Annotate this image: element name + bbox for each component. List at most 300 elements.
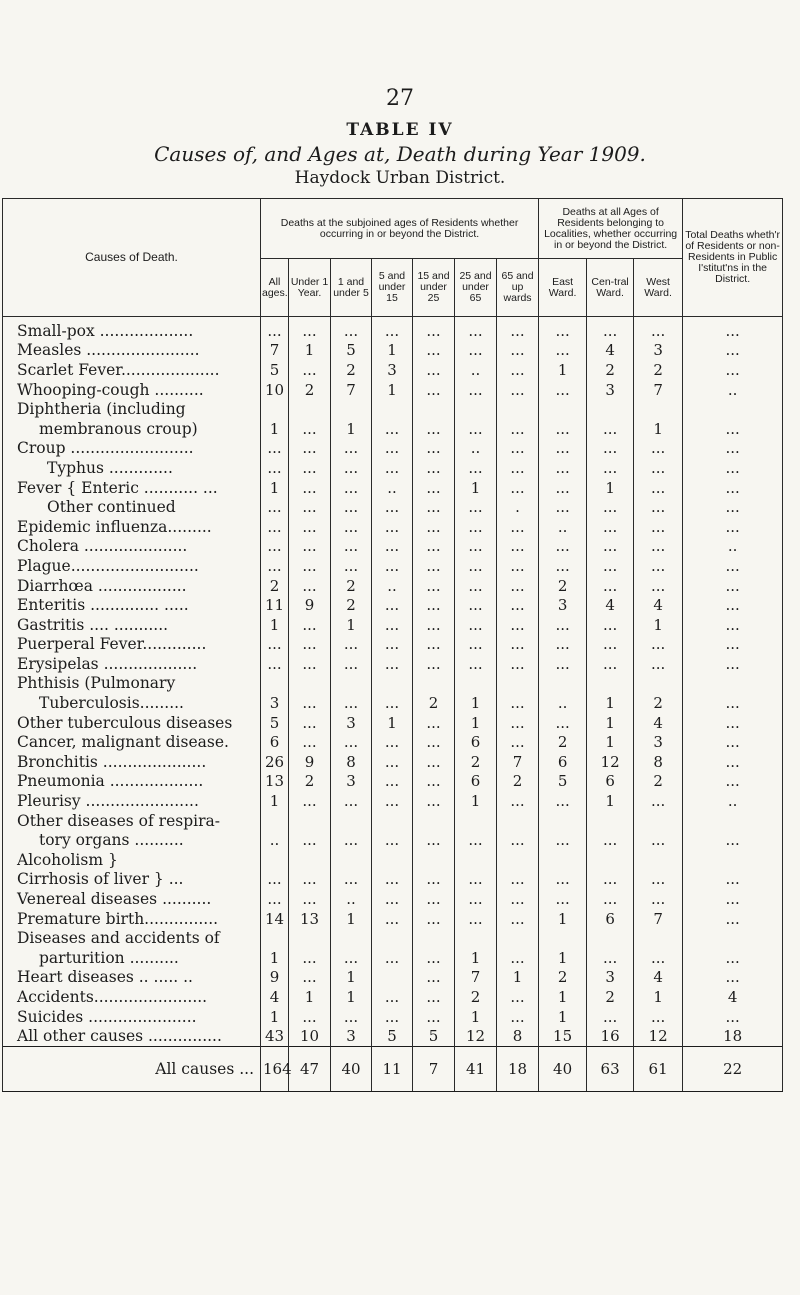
value-cell [683,674,783,694]
value-cell [331,928,372,948]
value-cell: 4 [634,595,683,615]
value-cell: ... [289,615,331,635]
value-cell: ... [413,654,455,674]
value-cell: ... [413,478,455,498]
value-cell: ... [413,458,455,478]
value-cell: ... [261,317,289,341]
value-cell: ... [497,458,539,478]
value-cell: ... [289,889,331,909]
value-cell: ... [497,732,539,752]
value-cell [413,928,455,948]
value-cell: ... [372,987,413,1007]
value-cell: 6 [455,732,497,752]
value-cell: ... [455,654,497,674]
value-cell: ... [497,870,539,890]
value-cell: 3 [331,713,372,733]
value-cell: 2 [331,576,372,596]
value-cell: .. [455,439,497,459]
value-cell: ... [683,948,783,968]
value-cell: ... [261,654,289,674]
value-cell: ... [683,497,783,517]
value-cell: ... [539,889,587,909]
value-cell: 18 [683,1026,783,1046]
value-cell: ... [413,595,455,615]
value-cell: ... [289,1007,331,1027]
value-cell [331,811,372,831]
cause-label: Measles ....................... [3,341,261,361]
value-cell [497,928,539,948]
value-cell: 1 [455,948,497,968]
value-cell: ... [634,1007,683,1027]
value-cell: .. [372,478,413,498]
value-cell: 1 [289,987,331,1007]
value-cell: ... [413,380,455,400]
value-cell: 5 [413,1026,455,1046]
value-cell [372,674,413,694]
value-cell: ... [372,889,413,909]
value-cell: 11 [372,1046,413,1091]
value-cell: 3 [587,968,634,988]
value-cell [289,928,331,948]
value-cell: 8 [497,1026,539,1046]
table-row [3,948,783,968]
value-cell: 12 [455,1026,497,1046]
value-cell: ... [289,870,331,890]
value-cell [497,850,539,870]
value-cell: ... [455,595,497,615]
value-cell: 1 [634,615,683,635]
value-cell: 10 [261,380,289,400]
value-cell: ... [683,439,783,459]
value-cell: 47 [289,1046,331,1091]
value-cell: ... [289,713,331,733]
value-cell: 1 [261,615,289,635]
value-cell: ... [413,517,455,537]
value-cell: .. [455,360,497,380]
value-cell: . [497,497,539,517]
table-row [3,595,783,615]
table-row [3,615,783,635]
value-cell: 12 [587,752,634,772]
value-cell [683,399,783,419]
value-cell [289,399,331,419]
value-cell: ... [372,909,413,929]
value-cell: 5 [261,360,289,380]
value-cell: 3 [331,1026,372,1046]
value-cell: ... [455,317,497,341]
value-cell: ... [261,870,289,890]
value-cell: 1 [455,478,497,498]
cause-label: Other tuberculous diseases [3,713,261,733]
value-cell: ... [497,380,539,400]
value-cell [261,674,289,694]
value-cell: 5 [261,713,289,733]
value-cell: 4 [587,595,634,615]
value-cell: 2 [261,576,289,596]
cause-label: membranous croup) [3,419,261,439]
value-cell [539,928,587,948]
table-row [3,654,783,674]
value-cell: 9 [289,595,331,615]
value-cell: ... [497,537,539,557]
value-cell [289,811,331,831]
value-cell: ... [683,1007,783,1027]
value-cell: 7 [497,752,539,772]
value-cell: 5 [539,772,587,792]
value-cell: ... [683,576,783,596]
value-cell [331,399,372,419]
value-cell: ... [497,713,539,733]
value-cell: ... [497,1007,539,1027]
value-cell: ... [455,380,497,400]
header-col-4: 15 and under 25 [413,259,455,317]
value-cell [372,850,413,870]
header-col-9: West Ward. [634,259,683,317]
value-cell: ... [455,870,497,890]
value-cell: ... [413,870,455,890]
value-cell: ... [331,654,372,674]
value-cell: ... [413,752,455,772]
value-cell: ... [455,830,497,850]
table-row [3,380,783,400]
cause-label: Accidents....................... [3,987,261,1007]
value-cell: ... [497,439,539,459]
value-cell: ... [261,556,289,576]
cause-label: Pneumonia ................... [3,772,261,792]
value-cell [587,674,634,694]
table-row [3,693,783,713]
value-cell: ... [497,654,539,674]
value-cell: ... [413,830,455,850]
value-cell: ... [634,478,683,498]
total-row [3,1046,783,1091]
value-cell: 2 [413,693,455,713]
value-cell [455,811,497,831]
value-cell: 3 [372,360,413,380]
cause-label: Cancer, malignant disease. [3,732,261,752]
value-cell: ... [497,635,539,655]
value-cell: ... [413,615,455,635]
value-cell: ... [539,635,587,655]
header-deaths-by-age: Deaths at the subjoined ages of Residents whether occurring in or beyond the District. [261,199,539,259]
value-cell: ... [497,360,539,380]
value-cell: ... [634,948,683,968]
value-cell [261,811,289,831]
table-row [3,1026,783,1046]
value-cell: 3 [634,341,683,361]
table-row [3,772,783,792]
value-cell: ... [413,635,455,655]
value-cell: 1 [261,791,289,811]
value-cell: ... [539,380,587,400]
value-cell: .. [539,517,587,537]
value-cell: ... [261,439,289,459]
value-cell: ... [289,948,331,968]
value-cell: ... [455,556,497,576]
cause-label: Pleurisy ....................... [3,791,261,811]
value-cell: 3 [261,693,289,713]
value-cell: ... [372,635,413,655]
value-cell: 41 [455,1046,497,1091]
value-cell [289,850,331,870]
value-cell: 2 [289,380,331,400]
value-cell: ... [634,317,683,341]
value-cell: 6 [539,752,587,772]
value-cell: 26 [261,752,289,772]
value-cell: ... [587,517,634,537]
value-cell: ... [497,987,539,1007]
value-cell: ... [587,458,634,478]
value-cell: ... [683,870,783,890]
value-cell: ... [455,419,497,439]
value-cell: ... [289,317,331,341]
value-cell: ... [634,889,683,909]
value-cell [372,811,413,831]
value-cell: .. [261,830,289,850]
value-cell: ... [413,360,455,380]
value-cell: ... [331,478,372,498]
value-cell: ... [372,517,413,537]
value-cell: ... [413,713,455,733]
value-cell: 1 [539,1007,587,1027]
value-cell: 6 [261,732,289,752]
value-cell: ... [413,791,455,811]
value-cell: ... [587,870,634,890]
value-cell: 7 [261,341,289,361]
cause-label: Cholera ..................... [3,537,261,557]
value-cell: ... [683,517,783,537]
value-cell: 1 [261,478,289,498]
value-cell [331,674,372,694]
value-cell: ... [289,439,331,459]
value-cell [683,811,783,831]
value-cell: 8 [331,752,372,772]
value-cell: ... [455,635,497,655]
value-cell: ... [289,458,331,478]
value-cell [539,850,587,870]
value-cell: ... [587,576,634,596]
value-cell: 1 [455,713,497,733]
value-cell: 63 [587,1046,634,1091]
table-row [3,317,783,341]
table-row [3,517,783,537]
value-cell: ... [587,830,634,850]
value-cell: 1 [331,615,372,635]
value-cell [372,928,413,948]
value-cell: ... [539,870,587,890]
value-cell [455,850,497,870]
value-cell: 7 [455,968,497,988]
value-cell: ... [683,772,783,792]
value-cell: 2 [455,752,497,772]
cause-label: All causes ... [3,1046,261,1091]
value-cell: 1 [455,1007,497,1027]
value-cell: ... [497,595,539,615]
table-row [3,497,783,517]
value-cell [413,811,455,831]
value-cell: ... [413,732,455,752]
value-cell: 13 [289,909,331,929]
table-row [3,674,783,694]
value-cell: 1 [289,341,331,361]
value-cell: ... [683,635,783,655]
value-cell: ... [587,1007,634,1027]
cause-label: Cirrhosis of liver } ... [3,870,261,890]
header-causes: Causes of Death. [3,199,261,317]
district-name: Haydock Urban District. [294,168,506,188]
value-cell: ... [372,419,413,439]
value-cell: ... [634,635,683,655]
value-cell: ... [372,595,413,615]
value-cell: ... [539,537,587,557]
table-row [3,830,783,850]
value-cell: .. [539,693,587,713]
value-cell: ... [497,419,539,439]
value-cell: ... [331,439,372,459]
cause-label: Plague.......................... [3,556,261,576]
value-cell: ... [413,772,455,792]
value-cell: ... [497,948,539,968]
value-cell: ... [413,341,455,361]
value-cell: ... [683,654,783,674]
value-cell: ... [331,870,372,890]
value-cell: 43 [261,1026,289,1046]
value-cell: ... [683,360,783,380]
value-cell: ... [634,870,683,890]
value-cell [455,928,497,948]
value-cell: 2 [331,595,372,615]
value-cell: ... [587,556,634,576]
value-cell: 5 [372,1026,413,1046]
value-cell [634,399,683,419]
value-cell: ... [497,889,539,909]
value-cell: ... [413,987,455,1007]
value-cell: ... [372,791,413,811]
table-row [3,439,783,459]
value-cell: 1 [372,713,413,733]
value-cell: ... [331,830,372,850]
table-row [3,458,783,478]
value-cell: ... [683,595,783,615]
value-cell: ... [539,341,587,361]
value-cell: ... [683,889,783,909]
value-cell: 4 [634,968,683,988]
value-cell: ... [683,752,783,772]
value-cell [261,850,289,870]
value-cell: ... [331,458,372,478]
value-cell: ... [372,654,413,674]
value-cell: ... [587,635,634,655]
value-cell: 10 [289,1026,331,1046]
value-cell [413,850,455,870]
table-row [3,850,783,870]
value-cell: ... [372,948,413,968]
value-cell: 6 [455,772,497,792]
header-col-2: 1 and under 5 [331,259,372,317]
value-cell: ... [497,478,539,498]
value-cell: 1 [539,987,587,1007]
value-cell: ... [261,889,289,909]
value-cell: ... [587,948,634,968]
value-cell [587,850,634,870]
header-col-1: Under 1 Year. [289,259,331,317]
value-cell: ... [261,458,289,478]
value-cell: 12 [634,1026,683,1046]
value-cell: ... [497,830,539,850]
value-cell: ... [455,497,497,517]
value-cell: ... [372,439,413,459]
value-cell: ... [289,830,331,850]
value-cell: 2 [634,360,683,380]
header-deaths-by-locality: Deaths at all Ages of Residents belonging to Localities, whether occurring in or beyond the District. [539,199,683,259]
value-cell: 1 [372,341,413,361]
value-cell: ... [683,830,783,850]
value-cell: ... [539,458,587,478]
cause-label: Phthisis (Pulmonary [3,674,261,694]
value-cell: ... [261,635,289,655]
value-cell: ... [683,693,783,713]
value-cell: 11 [261,595,289,615]
value-cell: 1 [587,713,634,733]
value-cell [539,399,587,419]
table-row [3,399,783,419]
value-cell: ... [634,791,683,811]
value-cell: ... [497,791,539,811]
value-cell: ... [539,317,587,341]
value-cell: ... [497,693,539,713]
value-cell: 61 [634,1046,683,1091]
cause-label: Scarlet Fever.................... [3,360,261,380]
value-cell: 2 [634,772,683,792]
value-cell: ... [497,341,539,361]
cause-label: Suicides ...................... [3,1007,261,1027]
value-cell: ... [289,576,331,596]
value-cell: ... [455,615,497,635]
value-cell: ... [289,732,331,752]
header-col-8: Cen-tral Ward. [587,259,634,317]
table-row [3,635,783,655]
value-cell: ... [289,693,331,713]
value-cell [455,674,497,694]
cause-label: Epidemic influenza......... [3,517,261,537]
value-cell: ... [261,497,289,517]
cause-label: Bronchitis ..................... [3,752,261,772]
value-cell [539,674,587,694]
value-cell: ... [372,752,413,772]
value-cell: 1 [455,791,497,811]
value-cell: ... [539,615,587,635]
value-cell: 2 [587,360,634,380]
value-cell: ... [634,458,683,478]
value-cell: 1 [331,968,372,988]
table-row [3,478,783,498]
value-cell: ... [372,732,413,752]
cause-label: Fever { Enteric ........... ... [3,478,261,498]
cause-label: Enteritis .............. ..... [3,595,261,615]
table-title: TABLE IV [346,120,454,140]
value-cell: 1 [261,1007,289,1027]
value-cell: ... [497,517,539,537]
value-cell: ... [683,317,783,341]
cause-label: Typhus ............. [3,458,261,478]
value-cell [372,399,413,419]
value-cell: ... [497,615,539,635]
value-cell: ... [634,556,683,576]
value-cell: ... [683,732,783,752]
value-cell: 2 [587,987,634,1007]
value-cell: 3 [634,732,683,752]
value-cell: ... [372,693,413,713]
